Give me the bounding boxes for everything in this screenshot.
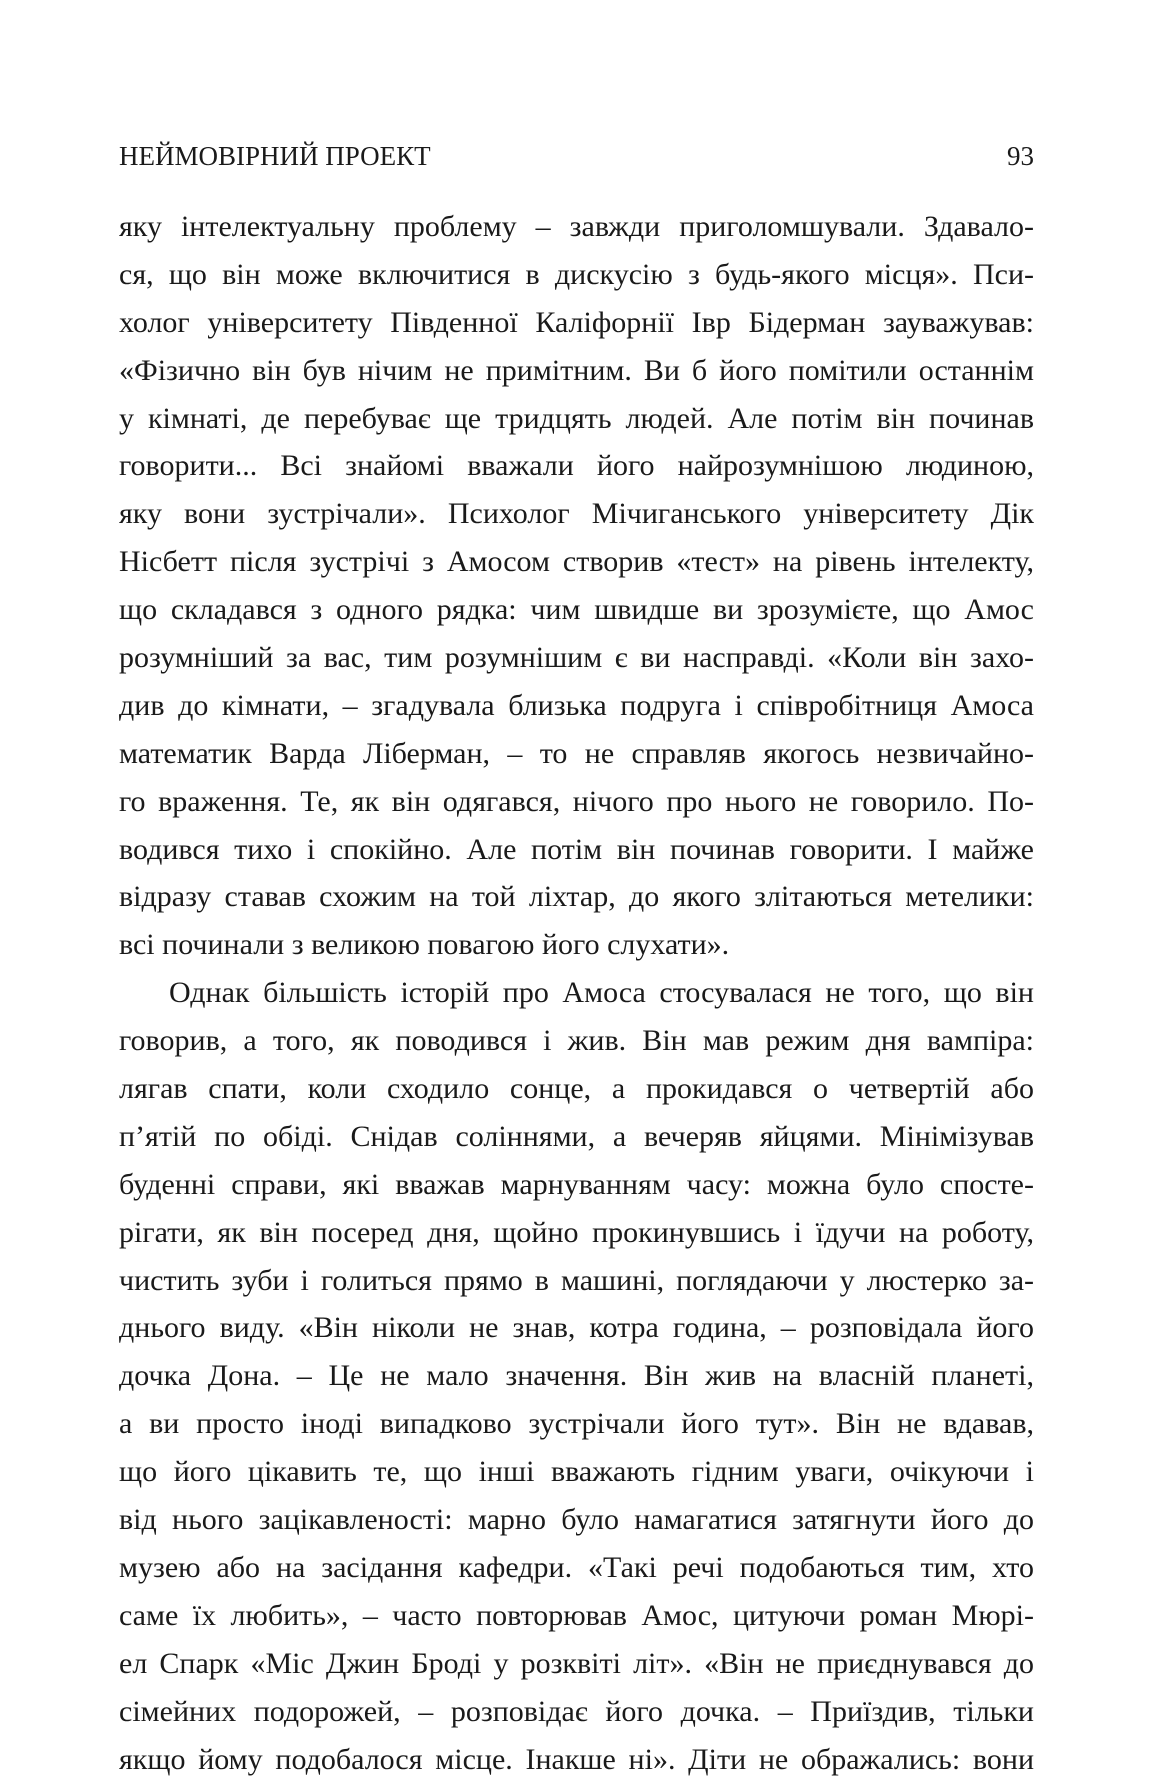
paragraph: [119, 969, 1034, 1783]
text-line: чистить зуби і голиться прямо в машині, поглядаючи у люстерко за-: [119, 1257, 1034, 1305]
text-line: ся, що він може включитися в дискусію з будь-якого місця». Пси-: [119, 251, 1034, 299]
text-line: Однак більшість історій про Амоса стосувалася не того, що він: [119, 969, 1034, 1017]
text-line: якщо йому подобалося місце. Інакше ні». Діти не ображались: вони: [119, 1736, 1034, 1783]
text-line: а ви просто іноді випадково зустрічали його тут». Він не вдавав,: [119, 1400, 1034, 1448]
text-line: п’ятій по обіді. Снідав соліннями, а вечеряв яйцями. Мінімізував: [119, 1113, 1034, 1161]
text-line: саме їх любить», – часто повторював Амос, цитуючи роман Мюрі-: [119, 1592, 1034, 1640]
text-line: розумніший за вас, тим розумнішим є ви насправді. «Коли він захо-: [119, 634, 1034, 682]
text-line: «Фізично він був нічим не примітним. Ви б його помітили останнім: [119, 347, 1034, 395]
text-line: рігати, як він посеред дня, щойно прокинувшись і їдучи на роботу,: [119, 1209, 1034, 1257]
text-line: го враження. Те, як він одягався, нічого про нього не говорило. По-: [119, 778, 1034, 826]
text-line: дочка Дона. – Це не мало значення. Він жив на власній планеті,: [119, 1352, 1034, 1400]
paragraph: [119, 203, 1034, 969]
text-line: Нісбетт після зустрічі з Амосом створив «тест» на рівень інтелекту,: [119, 538, 1034, 586]
text-line: холог університету Південної Каліфорнії Івр Бідерман зауважував:: [119, 299, 1034, 347]
running-header: [119, 136, 1034, 176]
text-line: відразу ставав схожим на той ліхтар, до якого злітаються метелики:: [119, 873, 1034, 921]
text-line: математик Варда Ліберман, – то не справляв якогось незвичайно-: [119, 730, 1034, 778]
body-text: [119, 203, 1034, 1783]
running-title: НЕЙМОВІРНИЙ ПРОЕКТ: [119, 141, 431, 172]
text-line: всі починали з великою повагою його слухати».: [119, 921, 1034, 969]
text-line: говорити... Всі знайомі вважали його найрозумнішою людиною,: [119, 442, 1034, 490]
text-line: говорив, а того, як поводився і жив. Він мав режим дня вампіра:: [119, 1017, 1034, 1065]
text-line: ел Спарк «Міс Джин Броді у розквіті літ». «Він не приєднувався до: [119, 1640, 1034, 1688]
text-line: буденні справи, які вважав марнуванням часу: можна було споcте-: [119, 1161, 1034, 1209]
text-line: що його цікавить те, що інші вважають гідним уваги, очікуючи і: [119, 1448, 1034, 1496]
text-line: днього виду. «Він ніколи не знав, котра година, – розповідала його: [119, 1304, 1034, 1352]
text-line: у кімнаті, де перебуває ще тридцять людей. Але потім він починав: [119, 395, 1034, 443]
text-line: сімейних подорожей, – розповідає його дочка. – Приїздив, тільки: [119, 1688, 1034, 1736]
text-line: яку інтелектуальну проблему – завжди приголомшували. Здавало-: [119, 203, 1034, 251]
text-line: лягав спати, коли сходило сонце, а прокидався о четвертій або: [119, 1065, 1034, 1113]
text-line: від нього зацікавленості: марно було намагатися затягнути його до: [119, 1496, 1034, 1544]
text-line: яку вони зустрічали». Психолог Мічиганського університету Дік: [119, 490, 1034, 538]
text-line: водився тихо і спокійно. Але потім він починав говорити. І майже: [119, 826, 1034, 874]
text-line: музею або на засідання кафедри. «Такі речі подобаються тим, хто: [119, 1544, 1034, 1592]
text-line: див до кімнати, – згадувала близька подруга і співробітниця Амоса: [119, 682, 1034, 730]
page-number: 93: [1007, 141, 1034, 172]
text-line: що складався з одного рядка: чим швидше ви зрозумієте, що Амос: [119, 586, 1034, 634]
